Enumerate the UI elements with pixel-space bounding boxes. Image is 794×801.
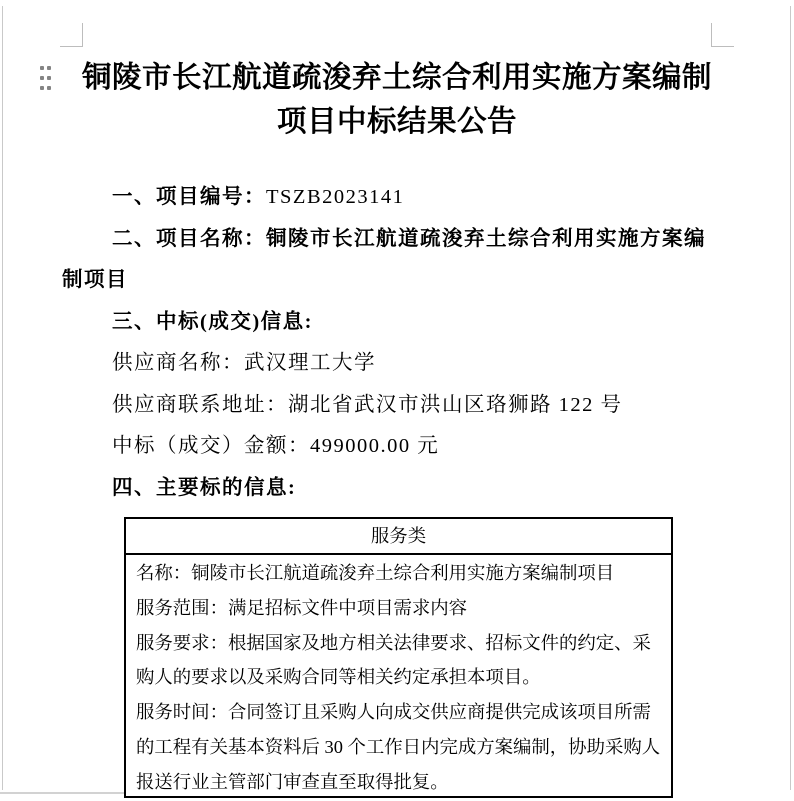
supplier-address-text: 供应商联系地址：湖北省武汉市洪山区珞狮路 122 号: [112, 393, 623, 416]
document-body: [62, 177, 714, 509]
page-bottom-edge: [0, 792, 125, 794]
paragraph-award-amount: [62, 426, 714, 468]
margin-crop-mark-right: [711, 23, 734, 47]
paragraph-supplier-name: [62, 343, 714, 385]
project-number-label: 一、项目编号：: [112, 186, 266, 208]
table-row-name: 名称：铜陵市长江航道疏浚弃土综合利用实施方案编制项目: [136, 563, 615, 583]
paragraph-supplier-address: [62, 385, 714, 427]
table-body: [126, 555, 671, 798]
page-edge-left: [2, 6, 3, 790]
drag-handle-dot: [40, 66, 44, 70]
drag-handle-dot: [47, 86, 51, 90]
table-row-service-scope: 服务范围：满足招标文件中项目需求内容: [136, 597, 468, 618]
margin-crop-mark-left: [60, 23, 83, 47]
drag-handle-icon[interactable]: [40, 66, 51, 90]
table-header-service-class: 服务类: [126, 519, 671, 555]
drag-handle-dot: [47, 76, 51, 80]
paragraph-award-info-heading: [62, 302, 714, 344]
table-row-service-time: 服务时间：合同签订且采购人向成交供应商提供完成该项目所需的工程有关基本资料后 30 个工作日内完成方案编制，协助采购人报送行业主管部门审查直至取得批复。: [136, 702, 661, 792]
drag-handle-dot: [47, 66, 51, 70]
award-amount-text: 中标（成交）金额：499000.00 元: [112, 435, 440, 457]
award-info-heading-text: 三、中标(成交)信息:: [112, 310, 313, 333]
drag-handle-dot: [40, 86, 44, 90]
bid-subject-table: [124, 517, 673, 798]
drag-handle-dot: [40, 76, 44, 80]
project-number-value: TSZB2023141: [266, 186, 405, 208]
main-subject-heading-text: 四、主要标的信息:: [112, 476, 297, 499]
page-edge-right: [790, 6, 791, 790]
paragraph-project-number: [62, 177, 714, 219]
table-row-service-requirements: 服务要求：根据国家及地方相关法律要求、招标文件的约定、采购人的要求以及采购合同等相关约定承担本项目。: [136, 632, 651, 688]
supplier-name-text: 供应商名称：武汉理工大学: [112, 352, 376, 374]
paragraph-main-subject-heading: [62, 468, 714, 510]
paragraph-project-name: [62, 219, 714, 302]
project-name-text: 二、项目名称：铜陵市长江航道疏浚弃土综合利用实施方案编制项目: [62, 227, 706, 291]
document-title: 铜陵市长江航道疏浚弃土综合利用实施方案编制项目中标结果公告: [81, 62, 712, 138]
